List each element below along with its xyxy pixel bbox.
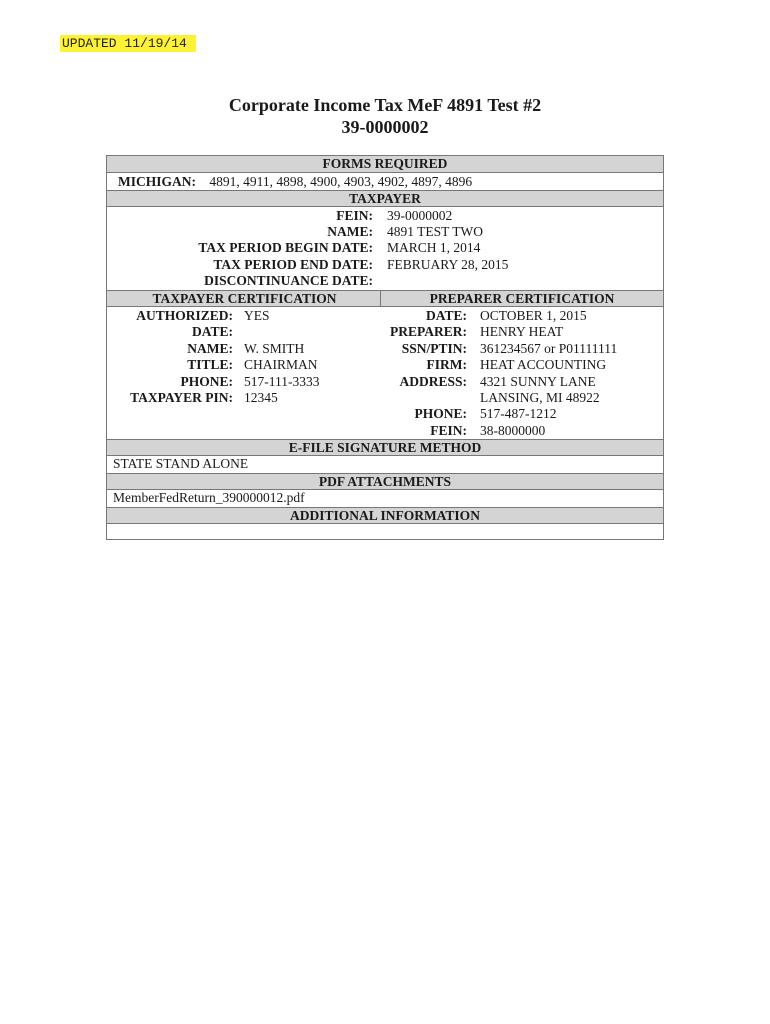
preparer-cert-header: PREPARER CERTIFICATION xyxy=(380,290,663,307)
taxpayer-header: TAXPAYER xyxy=(107,190,663,207)
efile-value: STATE STAND ALONE xyxy=(113,456,249,471)
taxpayer-field-value: MARCH 1, 2014 xyxy=(387,240,481,255)
preparer-cert-label: ADDRESS: xyxy=(399,374,467,389)
pdf-attachments-header: PDF ATTACHMENTS xyxy=(107,473,663,490)
preparer-cert-value: LANSING, MI 48922 xyxy=(480,390,600,405)
taxpayer-cert-label: NAME: xyxy=(187,341,233,356)
taxpayer-cert-value: 12345 xyxy=(244,390,278,405)
taxpayer-cert-value: 517-111-3333 xyxy=(244,374,320,389)
taxpayer-cert-label: TITLE: xyxy=(187,357,233,372)
preparer-cert-value: 4321 SUNNY LANE xyxy=(480,374,596,389)
taxpayer-field-label: NAME: xyxy=(327,224,373,239)
taxpayer-cert-label: AUTHORIZED: xyxy=(136,308,233,323)
preparer-cert-label: FEIN: xyxy=(430,423,467,438)
taxpayer-field-value: 4891 TEST TWO xyxy=(387,224,484,239)
taxpayer-cert-label: PHONE: xyxy=(180,374,233,389)
taxpayer-field-value: FEBRUARY 28, 2015 xyxy=(387,257,509,272)
pdf-attachment-file: MemberFedReturn_390000012.pdf xyxy=(113,490,305,505)
preparer-cert-label: DATE: xyxy=(425,308,467,323)
preparer-cert-label: SSN/PTIN: xyxy=(401,341,467,356)
taxpayer-field-label: TAX PERIOD BEGIN DATE: xyxy=(198,240,373,255)
updated-stamp: UPDATED 11/19/14 xyxy=(60,35,196,52)
document-subtitle: 39-0000002 xyxy=(341,117,429,137)
michigan-forms-value: 4891, 4911, 4898, 4900, 4903, 4902, 4897, 4896 xyxy=(209,174,473,189)
preparer-cert-value: OCTOBER 1, 2015 xyxy=(480,308,587,323)
efile-header: E-FILE SIGNATURE METHOD xyxy=(107,439,663,456)
preparer-cert-label: PHONE: xyxy=(414,406,467,421)
preparer-cert-value: 517-487-1212 xyxy=(480,406,557,421)
tax-form-table xyxy=(106,155,664,540)
taxpayer-cert-label: DATE: xyxy=(191,324,233,339)
forms-required-row xyxy=(118,174,472,190)
document-title: Corporate Income Tax MeF 4891 Test #2 xyxy=(228,95,542,115)
preparer-cert-label: PREPARER: xyxy=(390,324,467,339)
taxpayer-cert-value: CHAIRMAN xyxy=(244,357,318,372)
forms-required-header: FORMS REQUIRED xyxy=(107,156,663,173)
preparer-cert-value: 361234567 or P01111111 xyxy=(480,341,618,356)
taxpayer-field-label: FEIN: xyxy=(336,208,373,223)
preparer-cert-value: 38-8000000 xyxy=(480,423,546,438)
additional-info-header: ADDITIONAL INFORMATION xyxy=(107,507,663,524)
taxpayer-field-label: DISCONTINUANCE DATE: xyxy=(204,273,373,288)
taxpayer-cert-label: TAXPAYER PIN: xyxy=(130,390,233,405)
preparer-cert-value: HENRY HEAT xyxy=(480,324,564,339)
taxpayer-cert-header: TAXPAYER CERTIFICATION xyxy=(107,290,382,307)
preparer-cert-value: HEAT ACCOUNTING xyxy=(480,357,607,372)
taxpayer-cert-value: YES xyxy=(244,308,270,323)
michigan-label: MICHIGAN: xyxy=(118,174,196,189)
preparer-cert-label: FIRM: xyxy=(426,357,467,372)
taxpayer-field-label: TAX PERIOD END DATE: xyxy=(213,257,373,272)
taxpayer-cert-value: W. SMITH xyxy=(244,341,305,356)
taxpayer-field-value: 39-0000002 xyxy=(387,208,453,223)
